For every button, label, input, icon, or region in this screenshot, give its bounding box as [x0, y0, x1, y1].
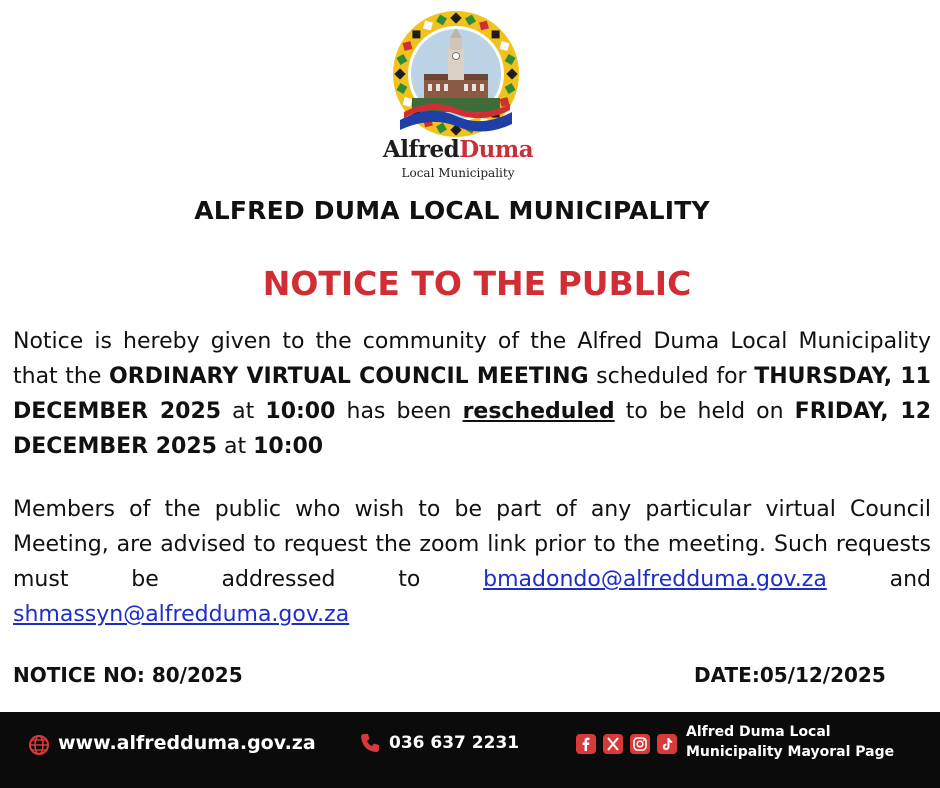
org-title: ALFRED DUMA LOCAL MUNICIPALITY: [194, 196, 710, 225]
p1-meeting-type: ORDINARY VIRTUAL COUNCIL MEETING: [109, 364, 589, 389]
email-link-bmadondo[interactable]: bmadondo@alfredduma.gov.za: [483, 567, 827, 592]
phone-icon: [360, 733, 380, 753]
logo-emblem: [390, 8, 522, 140]
p1-text-3: at: [221, 399, 266, 424]
facebook-icon[interactable]: [576, 734, 596, 754]
notice-paragraph-1: [13, 324, 931, 464]
logo-name-part1: Alfred: [382, 136, 460, 163]
logo-name-part2: Duma: [459, 136, 534, 163]
notice-number: NOTICE NO: 80/2025: [13, 663, 243, 687]
tiktok-icon[interactable]: [657, 734, 677, 754]
municipality-logo: [368, 6, 548, 184]
p1-original-date: THURSDAY, 11 DECEMBER 2025: [13, 364, 931, 424]
p1-new-date: FRIDAY, 12 DECEMBER 2025: [13, 399, 932, 459]
p1-text-2: scheduled for: [588, 364, 755, 389]
p1-new-time: 10:00: [253, 434, 324, 459]
mayoral-page-line-2[interactable]: Municipality Mayoral Page: [686, 744, 895, 760]
p2-text-1: Members of the public who wish to be part of any particular virtual Council Meeting, are advised to request the zoom link prior to the meeting. Such requests must be addressed to: [13, 497, 931, 592]
logo-wordmark: [368, 136, 548, 163]
p1-text-5: to be held on: [614, 399, 795, 424]
mayoral-page-line-1[interactable]: Alfred Duma Local: [686, 724, 831, 740]
footer-phone[interactable]: 036 637 2231: [389, 733, 520, 753]
globe-icon: [28, 734, 50, 756]
p2-text-2: and: [826, 567, 931, 592]
p1-rescheduled: rescheduled: [462, 399, 615, 424]
email-link-shmassyn[interactable]: shmassyn@alfredduma.gov.za: [13, 602, 350, 627]
footer-bar: [0, 712, 940, 788]
p1-text-1: Notice is hereby given to the community of the Alfred Duma Local Municipality that the: [13, 329, 931, 389]
notice-title: NOTICE TO THE PUBLIC: [262, 264, 692, 303]
footer-website[interactable]: www.alfredduma.gov.za: [58, 732, 316, 754]
notice-date: DATE:05/12/2025: [694, 663, 886, 687]
p1-text-4: has been: [335, 399, 463, 424]
p1-original-time: 10:00: [265, 399, 336, 424]
p1-text-6: at: [216, 434, 254, 459]
x-icon[interactable]: [603, 734, 623, 754]
logo-subtitle: Local Municipality: [401, 166, 515, 180]
instagram-icon[interactable]: [630, 734, 650, 754]
notice-paragraph-2: [13, 492, 931, 632]
